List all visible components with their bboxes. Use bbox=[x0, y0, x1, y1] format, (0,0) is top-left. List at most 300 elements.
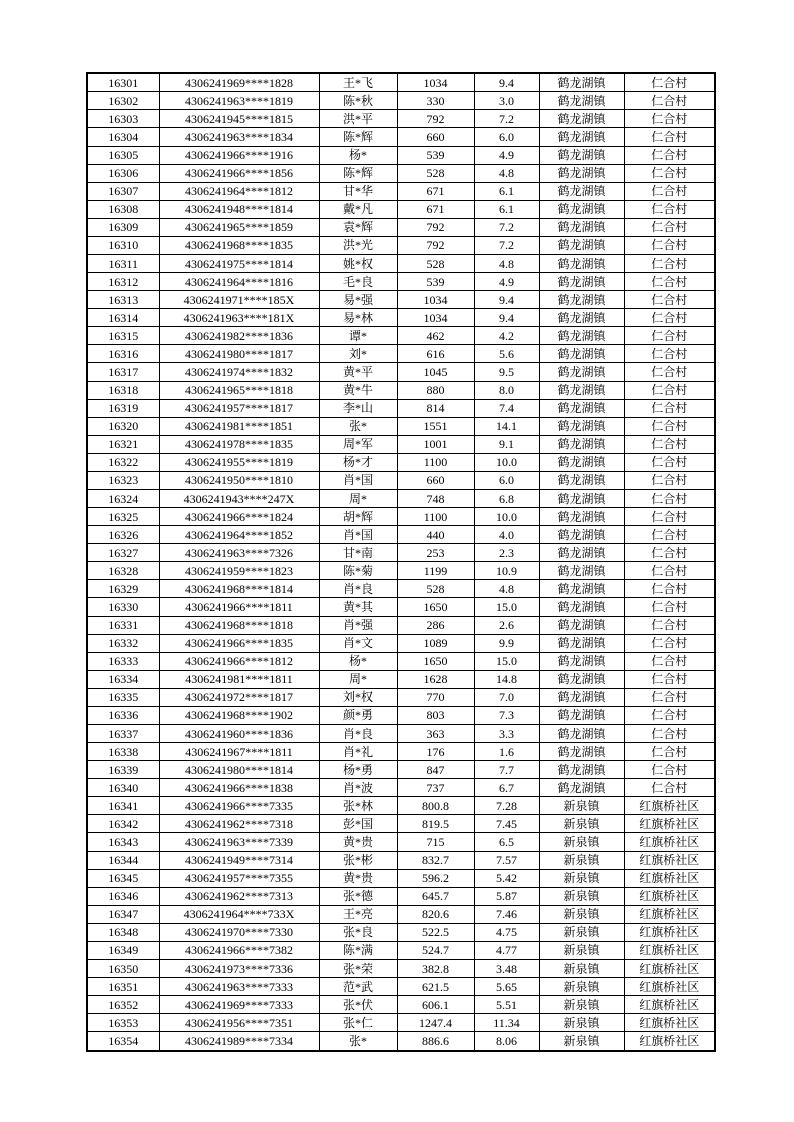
table-row bbox=[87, 164, 715, 182]
cell-amount: 800.8 bbox=[397, 797, 474, 815]
cell-name: 甘*南 bbox=[319, 544, 397, 562]
cell-amount: 1199 bbox=[397, 562, 474, 580]
table-row bbox=[87, 273, 715, 291]
cell-amount: 748 bbox=[397, 489, 474, 507]
cell-id-number: 4306241969****7333 bbox=[159, 996, 319, 1014]
table-row bbox=[87, 453, 715, 471]
cell-amount: 671 bbox=[397, 200, 474, 218]
cell-name: 肖*国 bbox=[319, 526, 397, 544]
cell-rate: 7.46 bbox=[474, 905, 539, 923]
cell-serial: 16315 bbox=[87, 327, 159, 345]
table-row bbox=[87, 73, 715, 92]
table-row bbox=[87, 851, 715, 869]
cell-town: 鹤龙湖镇 bbox=[539, 725, 624, 743]
cell-village: 红旗桥社区 bbox=[624, 941, 715, 959]
cell-amount: 1001 bbox=[397, 435, 474, 453]
cell-rate: 7.2 bbox=[474, 110, 539, 128]
table-row bbox=[87, 435, 715, 453]
cell-serial: 16337 bbox=[87, 725, 159, 743]
cell-rate: 9.4 bbox=[474, 73, 539, 92]
cell-amount: 880 bbox=[397, 381, 474, 399]
table-row bbox=[87, 526, 715, 544]
cell-rate: 4.0 bbox=[474, 526, 539, 544]
cell-town: 鹤龙湖镇 bbox=[539, 128, 624, 146]
cell-name: 肖*波 bbox=[319, 779, 397, 797]
cell-name: 洪*光 bbox=[319, 236, 397, 254]
cell-id-number: 4306241963****181X bbox=[159, 309, 319, 327]
cell-town: 鹤龙湖镇 bbox=[539, 273, 624, 291]
cell-rate: 6.5 bbox=[474, 833, 539, 851]
cell-id-number: 4306241949****7314 bbox=[159, 851, 319, 869]
cell-rate: 14.1 bbox=[474, 417, 539, 435]
cell-name: 杨* bbox=[319, 652, 397, 670]
cell-town: 鹤龙湖镇 bbox=[539, 779, 624, 797]
cell-id-number: 4306241965****1818 bbox=[159, 381, 319, 399]
cell-name: 洪*平 bbox=[319, 110, 397, 128]
table-row bbox=[87, 670, 715, 688]
cell-town: 鹤龙湖镇 bbox=[539, 92, 624, 110]
cell-town: 鹤龙湖镇 bbox=[539, 598, 624, 616]
cell-rate: 9.1 bbox=[474, 435, 539, 453]
cell-town: 鹤龙湖镇 bbox=[539, 508, 624, 526]
cell-town: 鹤龙湖镇 bbox=[539, 616, 624, 634]
cell-id-number: 4306241950****1810 bbox=[159, 471, 319, 489]
cell-id-number: 4306241963****7339 bbox=[159, 833, 319, 851]
cell-rate: 4.9 bbox=[474, 273, 539, 291]
cell-town: 鹤龙湖镇 bbox=[539, 345, 624, 363]
table-row bbox=[87, 291, 715, 309]
cell-town: 鹤龙湖镇 bbox=[539, 526, 624, 544]
cell-village: 红旗桥社区 bbox=[624, 978, 715, 996]
cell-village: 仁合村 bbox=[624, 526, 715, 544]
cell-id-number: 4306241982****1836 bbox=[159, 327, 319, 345]
cell-rate: 4.9 bbox=[474, 146, 539, 164]
cell-serial: 16302 bbox=[87, 92, 159, 110]
table-row bbox=[87, 254, 715, 272]
cell-town: 鹤龙湖镇 bbox=[539, 471, 624, 489]
table-row bbox=[87, 309, 715, 327]
cell-amount: 1650 bbox=[397, 652, 474, 670]
cell-name: 黄*贵 bbox=[319, 869, 397, 887]
cell-id-number: 4306241972****1817 bbox=[159, 688, 319, 706]
beneficiary-table bbox=[86, 72, 716, 1052]
cell-serial: 16332 bbox=[87, 634, 159, 652]
cell-town: 新泉镇 bbox=[539, 960, 624, 978]
cell-town: 鹤龙湖镇 bbox=[539, 688, 624, 706]
cell-rate: 6.8 bbox=[474, 489, 539, 507]
cell-id-number: 4306241964****1852 bbox=[159, 526, 319, 544]
cell-serial: 16320 bbox=[87, 417, 159, 435]
cell-id-number: 4306241968****1835 bbox=[159, 236, 319, 254]
cell-name: 彭*国 bbox=[319, 815, 397, 833]
cell-rate: 9.4 bbox=[474, 291, 539, 309]
cell-id-number: 4306241970****7330 bbox=[159, 923, 319, 941]
cell-serial: 16305 bbox=[87, 146, 159, 164]
cell-village: 仁合村 bbox=[624, 634, 715, 652]
cell-name: 谭* bbox=[319, 327, 397, 345]
cell-village: 红旗桥社区 bbox=[624, 815, 715, 833]
cell-name: 王*亮 bbox=[319, 905, 397, 923]
cell-village: 红旗桥社区 bbox=[624, 1032, 715, 1051]
cell-id-number: 4306241975****1814 bbox=[159, 254, 319, 272]
table-row bbox=[87, 544, 715, 562]
table-row bbox=[87, 634, 715, 652]
cell-amount: 621.5 bbox=[397, 978, 474, 996]
cell-amount: 1551 bbox=[397, 417, 474, 435]
cell-rate: 8.06 bbox=[474, 1032, 539, 1051]
cell-amount: 1045 bbox=[397, 363, 474, 381]
cell-amount: 1089 bbox=[397, 634, 474, 652]
cell-serial: 16304 bbox=[87, 128, 159, 146]
cell-town: 新泉镇 bbox=[539, 1032, 624, 1051]
cell-rate: 3.3 bbox=[474, 725, 539, 743]
cell-rate: 6.7 bbox=[474, 779, 539, 797]
cell-id-number: 4306241956****7351 bbox=[159, 1014, 319, 1032]
cell-serial: 16316 bbox=[87, 345, 159, 363]
cell-village: 仁合村 bbox=[624, 273, 715, 291]
cell-rate: 1.6 bbox=[474, 743, 539, 761]
cell-rate: 10.0 bbox=[474, 508, 539, 526]
cell-amount: 820.6 bbox=[397, 905, 474, 923]
cell-name: 黄*贵 bbox=[319, 833, 397, 851]
cell-amount: 528 bbox=[397, 580, 474, 598]
cell-village: 仁合村 bbox=[624, 92, 715, 110]
cell-village: 红旗桥社区 bbox=[624, 905, 715, 923]
table-row bbox=[87, 598, 715, 616]
cell-rate: 4.75 bbox=[474, 923, 539, 941]
cell-amount: 1100 bbox=[397, 453, 474, 471]
cell-name: 张*荣 bbox=[319, 960, 397, 978]
cell-rate: 15.0 bbox=[474, 598, 539, 616]
cell-serial: 16351 bbox=[87, 978, 159, 996]
cell-id-number: 4306241980****1814 bbox=[159, 761, 319, 779]
cell-serial: 16338 bbox=[87, 743, 159, 761]
cell-rate: 11.34 bbox=[474, 1014, 539, 1032]
cell-name: 张* bbox=[319, 1032, 397, 1051]
cell-rate: 10.9 bbox=[474, 562, 539, 580]
cell-village: 仁合村 bbox=[624, 345, 715, 363]
cell-name: 毛*良 bbox=[319, 273, 397, 291]
cell-name: 陈*菊 bbox=[319, 562, 397, 580]
cell-serial: 16341 bbox=[87, 797, 159, 815]
table-row bbox=[87, 562, 715, 580]
cell-id-number: 4306241962****7318 bbox=[159, 815, 319, 833]
cell-village: 仁合村 bbox=[624, 725, 715, 743]
cell-rate: 14.8 bbox=[474, 670, 539, 688]
cell-amount: 524.7 bbox=[397, 941, 474, 959]
cell-name: 黄*其 bbox=[319, 598, 397, 616]
table-row bbox=[87, 236, 715, 254]
cell-amount: 1100 bbox=[397, 508, 474, 526]
cell-name: 杨*勇 bbox=[319, 761, 397, 779]
cell-id-number: 4306241967****1811 bbox=[159, 743, 319, 761]
cell-village: 仁合村 bbox=[624, 363, 715, 381]
cell-name: 张*良 bbox=[319, 923, 397, 941]
cell-id-number: 4306241966****7382 bbox=[159, 941, 319, 959]
cell-town: 鹤龙湖镇 bbox=[539, 327, 624, 345]
cell-id-number: 4306241964****1816 bbox=[159, 273, 319, 291]
cell-serial: 16312 bbox=[87, 273, 159, 291]
table-row bbox=[87, 92, 715, 110]
cell-serial: 16349 bbox=[87, 941, 159, 959]
table-row bbox=[87, 688, 715, 706]
cell-name: 易*强 bbox=[319, 291, 397, 309]
cell-id-number: 4306241957****1817 bbox=[159, 399, 319, 417]
cell-name: 张*伏 bbox=[319, 996, 397, 1014]
cell-id-number: 4306241962****7313 bbox=[159, 887, 319, 905]
cell-village: 仁合村 bbox=[624, 471, 715, 489]
cell-amount: 363 bbox=[397, 725, 474, 743]
cell-village: 仁合村 bbox=[624, 435, 715, 453]
cell-town: 鹤龙湖镇 bbox=[539, 417, 624, 435]
table-row bbox=[87, 960, 715, 978]
cell-id-number: 4306241964****1812 bbox=[159, 182, 319, 200]
table-row bbox=[87, 652, 715, 670]
cell-name: 肖*礼 bbox=[319, 743, 397, 761]
cell-village: 红旗桥社区 bbox=[624, 887, 715, 905]
cell-id-number: 4306241966****1835 bbox=[159, 634, 319, 652]
cell-village: 仁合村 bbox=[624, 381, 715, 399]
cell-rate: 8.0 bbox=[474, 381, 539, 399]
cell-rate: 6.1 bbox=[474, 200, 539, 218]
cell-serial: 16342 bbox=[87, 815, 159, 833]
cell-serial: 16331 bbox=[87, 616, 159, 634]
cell-town: 新泉镇 bbox=[539, 887, 624, 905]
cell-amount: 596.2 bbox=[397, 869, 474, 887]
cell-name: 刘*权 bbox=[319, 688, 397, 706]
cell-amount: 792 bbox=[397, 110, 474, 128]
cell-serial: 16333 bbox=[87, 652, 159, 670]
cell-village: 红旗桥社区 bbox=[624, 1014, 715, 1032]
cell-village: 仁合村 bbox=[624, 453, 715, 471]
cell-amount: 770 bbox=[397, 688, 474, 706]
cell-town: 新泉镇 bbox=[539, 851, 624, 869]
cell-town: 鹤龙湖镇 bbox=[539, 453, 624, 471]
cell-id-number: 4306241973****7336 bbox=[159, 960, 319, 978]
cell-village: 红旗桥社区 bbox=[624, 869, 715, 887]
cell-village: 仁合村 bbox=[624, 182, 715, 200]
cell-rate: 2.6 bbox=[474, 616, 539, 634]
cell-name: 杨* bbox=[319, 146, 397, 164]
cell-rate: 10.0 bbox=[474, 453, 539, 471]
cell-amount: 616 bbox=[397, 345, 474, 363]
cell-name: 胡*辉 bbox=[319, 508, 397, 526]
table-row bbox=[87, 363, 715, 381]
cell-town: 鹤龙湖镇 bbox=[539, 562, 624, 580]
cell-name: 陈*满 bbox=[319, 941, 397, 959]
cell-town: 鹤龙湖镇 bbox=[539, 435, 624, 453]
cell-name: 周* bbox=[319, 670, 397, 688]
table-row bbox=[87, 706, 715, 724]
cell-name: 肖*良 bbox=[319, 725, 397, 743]
cell-serial: 16309 bbox=[87, 218, 159, 236]
cell-amount: 539 bbox=[397, 273, 474, 291]
cell-village: 仁合村 bbox=[624, 218, 715, 236]
cell-serial: 16310 bbox=[87, 236, 159, 254]
cell-serial: 16339 bbox=[87, 761, 159, 779]
cell-amount: 1650 bbox=[397, 598, 474, 616]
cell-serial: 16347 bbox=[87, 905, 159, 923]
cell-village: 仁合村 bbox=[624, 146, 715, 164]
table-row bbox=[87, 417, 715, 435]
cell-village: 仁合村 bbox=[624, 236, 715, 254]
cell-amount: 671 bbox=[397, 182, 474, 200]
cell-serial: 16335 bbox=[87, 688, 159, 706]
cell-town: 鹤龙湖镇 bbox=[539, 200, 624, 218]
cell-id-number: 4306241948****1814 bbox=[159, 200, 319, 218]
table-row bbox=[87, 471, 715, 489]
cell-town: 鹤龙湖镇 bbox=[539, 489, 624, 507]
cell-village: 仁合村 bbox=[624, 309, 715, 327]
table-row bbox=[87, 869, 715, 887]
cell-rate: 7.0 bbox=[474, 688, 539, 706]
cell-rate: 6.0 bbox=[474, 471, 539, 489]
table-row bbox=[87, 616, 715, 634]
cell-amount: 715 bbox=[397, 833, 474, 851]
cell-rate: 5.42 bbox=[474, 869, 539, 887]
cell-amount: 176 bbox=[397, 743, 474, 761]
cell-id-number: 4306241955****1819 bbox=[159, 453, 319, 471]
cell-amount: 819.5 bbox=[397, 815, 474, 833]
table-row bbox=[87, 779, 715, 797]
cell-amount: 645.7 bbox=[397, 887, 474, 905]
cell-town: 鹤龙湖镇 bbox=[539, 363, 624, 381]
cell-village: 仁合村 bbox=[624, 779, 715, 797]
cell-amount: 1628 bbox=[397, 670, 474, 688]
cell-id-number: 4306241968****1814 bbox=[159, 580, 319, 598]
cell-serial: 16327 bbox=[87, 544, 159, 562]
cell-village: 仁合村 bbox=[624, 291, 715, 309]
cell-rate: 7.57 bbox=[474, 851, 539, 869]
cell-name: 甘*华 bbox=[319, 182, 397, 200]
cell-town: 鹤龙湖镇 bbox=[539, 146, 624, 164]
cell-village: 红旗桥社区 bbox=[624, 833, 715, 851]
table-row bbox=[87, 381, 715, 399]
cell-amount: 330 bbox=[397, 92, 474, 110]
cell-name: 肖*国 bbox=[319, 471, 397, 489]
cell-serial: 16311 bbox=[87, 254, 159, 272]
cell-id-number: 4306241945****1815 bbox=[159, 110, 319, 128]
cell-amount: 792 bbox=[397, 236, 474, 254]
cell-town: 新泉镇 bbox=[539, 833, 624, 851]
cell-serial: 16336 bbox=[87, 706, 159, 724]
table-row bbox=[87, 815, 715, 833]
cell-id-number: 4306241965****1859 bbox=[159, 218, 319, 236]
cell-id-number: 4306241981****1811 bbox=[159, 670, 319, 688]
cell-amount: 522.5 bbox=[397, 923, 474, 941]
cell-name: 黄*平 bbox=[319, 363, 397, 381]
table-row bbox=[87, 941, 715, 959]
cell-serial: 16319 bbox=[87, 399, 159, 417]
cell-town: 鹤龙湖镇 bbox=[539, 652, 624, 670]
cell-village: 仁合村 bbox=[624, 489, 715, 507]
cell-serial: 16345 bbox=[87, 869, 159, 887]
cell-serial: 16301 bbox=[87, 73, 159, 92]
cell-village: 仁合村 bbox=[624, 670, 715, 688]
table-row bbox=[87, 580, 715, 598]
cell-serial: 16343 bbox=[87, 833, 159, 851]
cell-id-number: 4306241964****733X bbox=[159, 905, 319, 923]
cell-serial: 16348 bbox=[87, 923, 159, 941]
cell-town: 鹤龙湖镇 bbox=[539, 706, 624, 724]
table-row bbox=[87, 508, 715, 526]
cell-id-number: 4306241943****247X bbox=[159, 489, 319, 507]
cell-serial: 16322 bbox=[87, 453, 159, 471]
cell-village: 仁合村 bbox=[624, 652, 715, 670]
cell-amount: 660 bbox=[397, 471, 474, 489]
cell-name: 陈*辉 bbox=[319, 164, 397, 182]
cell-id-number: 4306241966****1824 bbox=[159, 508, 319, 526]
cell-town: 鹤龙湖镇 bbox=[539, 743, 624, 761]
cell-town: 新泉镇 bbox=[539, 869, 624, 887]
cell-village: 仁合村 bbox=[624, 598, 715, 616]
cell-serial: 16330 bbox=[87, 598, 159, 616]
cell-name: 戴*凡 bbox=[319, 200, 397, 218]
cell-name: 张* bbox=[319, 417, 397, 435]
cell-amount: 814 bbox=[397, 399, 474, 417]
cell-id-number: 4306241963****1834 bbox=[159, 128, 319, 146]
cell-id-number: 4306241963****1819 bbox=[159, 92, 319, 110]
cell-amount: 528 bbox=[397, 254, 474, 272]
cell-amount: 832.7 bbox=[397, 851, 474, 869]
cell-name: 肖*强 bbox=[319, 616, 397, 634]
cell-town: 鹤龙湖镇 bbox=[539, 218, 624, 236]
cell-town: 鹤龙湖镇 bbox=[539, 164, 624, 182]
cell-name: 袁*辉 bbox=[319, 218, 397, 236]
cell-serial: 16344 bbox=[87, 851, 159, 869]
cell-serial: 16306 bbox=[87, 164, 159, 182]
cell-village: 仁合村 bbox=[624, 743, 715, 761]
cell-id-number: 4306241968****1818 bbox=[159, 616, 319, 634]
cell-village: 仁合村 bbox=[624, 417, 715, 435]
cell-id-number: 4306241980****1817 bbox=[159, 345, 319, 363]
cell-serial: 16346 bbox=[87, 887, 159, 905]
cell-rate: 15.0 bbox=[474, 652, 539, 670]
cell-amount: 1034 bbox=[397, 73, 474, 92]
cell-id-number: 4306241969****1828 bbox=[159, 73, 319, 92]
cell-village: 仁合村 bbox=[624, 508, 715, 526]
cell-id-number: 4306241966****1812 bbox=[159, 652, 319, 670]
cell-town: 鹤龙湖镇 bbox=[539, 580, 624, 598]
cell-serial: 16317 bbox=[87, 363, 159, 381]
cell-village: 仁合村 bbox=[624, 200, 715, 218]
cell-serial: 16321 bbox=[87, 435, 159, 453]
cell-serial: 16353 bbox=[87, 1014, 159, 1032]
cell-serial: 16326 bbox=[87, 526, 159, 544]
cell-serial: 16323 bbox=[87, 471, 159, 489]
table-row bbox=[87, 725, 715, 743]
cell-amount: 660 bbox=[397, 128, 474, 146]
cell-rate: 3.48 bbox=[474, 960, 539, 978]
cell-id-number: 4306241959****1823 bbox=[159, 562, 319, 580]
cell-amount: 847 bbox=[397, 761, 474, 779]
cell-town: 鹤龙湖镇 bbox=[539, 399, 624, 417]
cell-town: 鹤龙湖镇 bbox=[539, 182, 624, 200]
cell-amount: 539 bbox=[397, 146, 474, 164]
cell-serial: 16303 bbox=[87, 110, 159, 128]
cell-town: 鹤龙湖镇 bbox=[539, 236, 624, 254]
cell-serial: 16314 bbox=[87, 309, 159, 327]
table-body bbox=[87, 73, 715, 1051]
cell-name: 肖*文 bbox=[319, 634, 397, 652]
cell-village: 仁合村 bbox=[624, 706, 715, 724]
cell-name: 张*林 bbox=[319, 797, 397, 815]
cell-town: 鹤龙湖镇 bbox=[539, 73, 624, 92]
table-row bbox=[87, 833, 715, 851]
cell-serial: 16318 bbox=[87, 381, 159, 399]
cell-town: 新泉镇 bbox=[539, 996, 624, 1014]
cell-amount: 737 bbox=[397, 779, 474, 797]
